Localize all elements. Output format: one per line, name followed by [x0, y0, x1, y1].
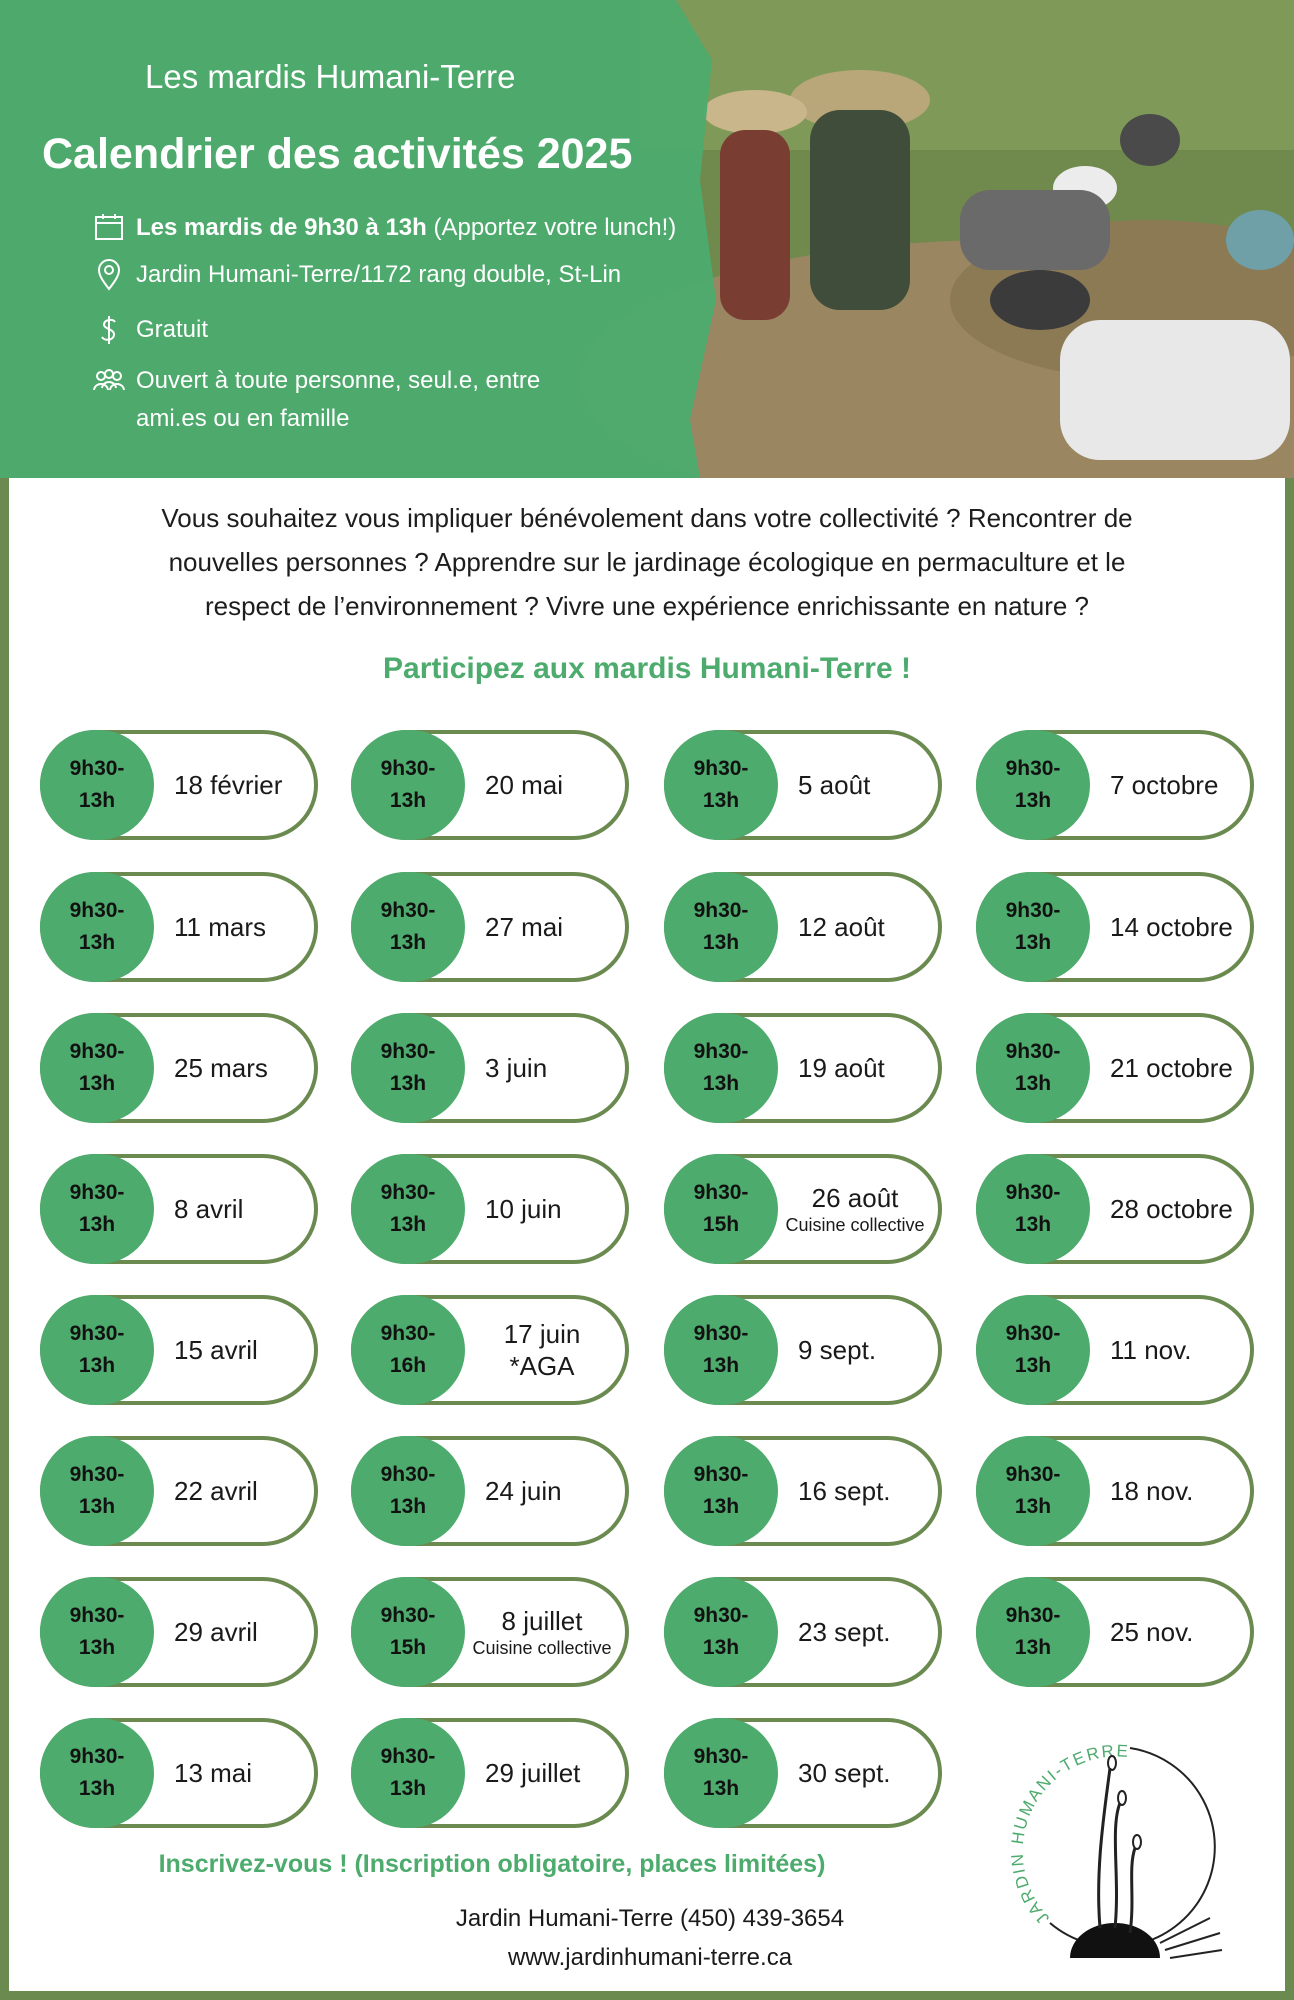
session-time-end: 13h — [702, 1354, 740, 1377]
session-time-start: 9h30- — [69, 1463, 125, 1486]
intro-line-2: nouvelles personnes ? Apprendre sur le jardinage écologique en permaculture et le — [168, 547, 1126, 577]
session-time-start: 9h30- — [693, 1040, 749, 1063]
session-date-block — [465, 1158, 619, 1260]
session-time — [664, 872, 778, 982]
session-time-end: 13h — [389, 1777, 427, 1800]
session-time-start: 9h30- — [380, 1322, 436, 1345]
session-time — [40, 1436, 154, 1546]
session-time — [976, 1436, 1090, 1546]
session-time-end: 13h — [702, 1777, 740, 1800]
session-date-block — [465, 876, 619, 978]
session-time-start: 9h30- — [69, 1604, 125, 1627]
session-time — [351, 1295, 465, 1405]
call-to-action-heading: Participez aux mardis Humani-Terre ! — [383, 652, 911, 685]
session-time-start: 9h30- — [1005, 757, 1061, 780]
session-pill — [664, 872, 942, 982]
session-time-end: 13h — [1014, 931, 1052, 954]
session-time-end: 13h — [78, 1072, 116, 1095]
session-date: 30 sept. — [798, 1758, 891, 1788]
session-pill — [664, 1013, 942, 1123]
schedule-text: Les mardis de 9h30 à 13h — [136, 214, 427, 241]
session-time-end: 13h — [78, 1495, 116, 1518]
session-time-start: 9h30- — [693, 1604, 749, 1627]
session-date: 19 août — [798, 1053, 885, 1083]
session-date: 3 juin — [485, 1053, 548, 1083]
session-date-block — [778, 1722, 932, 1824]
session-date: 18 février — [174, 770, 283, 800]
session-time-start: 9h30- — [693, 1322, 749, 1345]
session-date-block — [1090, 876, 1244, 978]
session-time — [351, 730, 465, 840]
session-pill — [976, 730, 1254, 840]
session-date-block — [1090, 734, 1244, 836]
session-time — [664, 730, 778, 840]
session-date-block — [465, 1722, 619, 1824]
session-time-end: 13h — [702, 1072, 740, 1095]
session-pill — [40, 1436, 318, 1546]
people-icon — [92, 364, 126, 398]
audience-row — [92, 362, 540, 438]
session-time — [976, 1154, 1090, 1264]
session-time — [351, 1013, 465, 1123]
session-time-end: 15h — [389, 1636, 427, 1659]
session-pill — [976, 1013, 1254, 1123]
session-time-start: 9h30- — [1005, 899, 1061, 922]
session-pill — [40, 1295, 318, 1405]
intro-paragraph — [60, 496, 1234, 628]
session-date: 17 juin — [503, 1319, 581, 1349]
session-time-end: 13h — [78, 1354, 116, 1377]
session-time — [664, 1013, 778, 1123]
session-time-end: 13h — [1014, 1072, 1052, 1095]
session-time-start: 9h30- — [1005, 1463, 1061, 1486]
session-date-block — [778, 1440, 932, 1542]
header-subtitle: Les mardis Humani-Terre — [145, 58, 516, 95]
price-text: Gratuit — [136, 316, 209, 343]
session-time-start: 9h30- — [69, 1322, 125, 1345]
session-time-end: 13h — [389, 1213, 427, 1236]
session-pill — [976, 872, 1254, 982]
session-date: 22 avril — [174, 1476, 258, 1506]
session-time-start: 9h30- — [1005, 1181, 1061, 1204]
session-time-start: 9h30- — [69, 1745, 125, 1768]
session-date-block — [154, 1017, 308, 1119]
session-pill — [351, 1154, 629, 1264]
session-pill — [40, 1718, 318, 1828]
session-time — [351, 1436, 465, 1546]
session-date-block — [154, 734, 308, 836]
calendar-icon — [92, 211, 126, 245]
session-date: 15 avril — [174, 1335, 258, 1365]
session-date-block — [778, 1158, 932, 1260]
session-time — [351, 872, 465, 982]
session-time — [40, 872, 154, 982]
session-time-start: 9h30- — [69, 1181, 125, 1204]
session-date: 8 juillet — [501, 1606, 583, 1636]
session-date: 20 mai — [485, 770, 564, 800]
session-date: 7 octobre — [1110, 770, 1219, 800]
location-text: Jardin Humani-Terre/1172 rang double, St-Lin — [136, 261, 622, 288]
session-time-end: 13h — [1014, 1213, 1052, 1236]
session-pill — [976, 1154, 1254, 1264]
session-date: 18 nov. — [1110, 1476, 1194, 1506]
session-date: 13 mai — [174, 1758, 253, 1788]
location-pin-icon — [92, 258, 126, 292]
session-date-block — [154, 876, 308, 978]
session-time-end: 13h — [1014, 1636, 1052, 1659]
session-pill — [664, 1154, 942, 1264]
session-time-end: 13h — [389, 931, 427, 954]
session-date: 8 avril — [174, 1194, 244, 1224]
session-date-block — [154, 1440, 308, 1542]
session-pill — [351, 1013, 629, 1123]
session-date-block — [778, 1581, 932, 1683]
session-date: 26 août — [811, 1183, 899, 1213]
session-time — [351, 1154, 465, 1264]
session-date-block — [778, 734, 932, 836]
session-date: 14 octobre — [1110, 912, 1233, 942]
jardin-logo — [1010, 1718, 1260, 1978]
session-time-start: 9h30- — [69, 1040, 125, 1063]
session-time-end: 13h — [702, 789, 740, 812]
session-time-start: 9h30- — [693, 899, 749, 922]
session-date-block — [1090, 1299, 1244, 1401]
session-time-start: 9h30- — [380, 1181, 436, 1204]
session-date: 23 sept. — [798, 1617, 891, 1647]
session-time — [351, 1577, 465, 1687]
session-time — [976, 1013, 1090, 1123]
session-time — [40, 1577, 154, 1687]
registration-text: Inscrivez-vous ! (Inscription obligatoire, places limitées) — [158, 1850, 826, 1878]
session-time — [40, 730, 154, 840]
session-pill — [664, 1295, 942, 1405]
session-time-start: 9h30- — [380, 1040, 436, 1063]
dollar-icon — [92, 313, 126, 347]
session-note: *AGA — [509, 1351, 575, 1381]
session-date-block — [1090, 1017, 1244, 1119]
session-time-start: 9h30- — [69, 899, 125, 922]
session-pill — [351, 1295, 629, 1405]
session-time — [40, 1013, 154, 1123]
session-date: 16 sept. — [798, 1476, 891, 1506]
session-date-block — [1090, 1440, 1244, 1542]
session-date-block — [465, 1581, 619, 1683]
session-date: 12 août — [798, 912, 885, 942]
session-date: 28 octobre — [1110, 1194, 1233, 1224]
session-time-end: 13h — [1014, 1354, 1052, 1377]
session-date: 10 juin — [485, 1194, 562, 1224]
session-time-end: 13h — [389, 1072, 427, 1095]
session-time-end: 13h — [78, 931, 116, 954]
session-time-end: 13h — [702, 1636, 740, 1659]
session-note: Cuisine collective — [472, 1638, 612, 1658]
session-date: 11 nov. — [1110, 1335, 1192, 1365]
session-time-end: 15h — [702, 1213, 740, 1236]
session-time-start: 9h30- — [693, 1745, 749, 1768]
session-pill — [976, 1295, 1254, 1405]
intro-line-1: Vous souhaitez vous impliquer bénévolement dans votre collectivité ? Rencontrer de — [161, 503, 1133, 533]
location-row — [92, 256, 621, 294]
session-date-block — [1090, 1158, 1244, 1260]
header-banner — [0, 0, 1294, 478]
session-pill — [351, 1436, 629, 1546]
session-pill — [40, 730, 318, 840]
session-time — [351, 1718, 465, 1828]
session-time — [664, 1577, 778, 1687]
schedule-note: (Apportez votre lunch!) — [426, 214, 677, 241]
session-time-end: 13h — [389, 1495, 427, 1518]
session-pill — [351, 1718, 629, 1828]
session-time — [664, 1154, 778, 1264]
session-date: 25 mars — [174, 1053, 268, 1083]
intro-line-3: respect de l’environnement ? Vivre une expérience enrichissante en nature ? — [204, 591, 1090, 621]
session-time-end: 16h — [389, 1354, 427, 1377]
session-pill — [664, 1718, 942, 1828]
session-pill — [351, 1577, 629, 1687]
session-time — [40, 1718, 154, 1828]
session-pill — [40, 1577, 318, 1687]
contact-phone: Jardin Humani-Terre (450) 439-3654 — [455, 1905, 845, 1932]
session-time-end: 13h — [1014, 1495, 1052, 1518]
session-time-end: 13h — [702, 931, 740, 954]
session-time-start: 9h30- — [380, 899, 436, 922]
session-time — [976, 1577, 1090, 1687]
session-time-start: 9h30- — [1005, 1040, 1061, 1063]
session-date: 25 nov. — [1110, 1617, 1194, 1647]
session-pill — [664, 730, 942, 840]
logo-text: JARDI UMANI-TERRE — [1010, 1741, 1131, 1929]
schedule-row — [92, 209, 676, 247]
price-row — [92, 311, 208, 349]
session-date: 21 octobre — [1110, 1053, 1233, 1083]
session-date: 9 sept. — [798, 1335, 877, 1365]
session-date: 29 avril — [174, 1617, 258, 1647]
session-time-end: 13h — [78, 1777, 116, 1800]
session-pill — [664, 1577, 942, 1687]
session-time-start: 9h30- — [1005, 1322, 1061, 1345]
session-date-block — [1090, 1581, 1244, 1683]
session-time — [664, 1295, 778, 1405]
session-time-start: 9h30- — [693, 1463, 749, 1486]
session-pill — [40, 1154, 318, 1264]
session-time-end: 13h — [78, 789, 116, 812]
session-date-block — [154, 1722, 308, 1824]
session-time — [976, 730, 1090, 840]
session-date: 11 mars — [174, 912, 266, 942]
session-date: 27 mai — [485, 912, 564, 942]
session-time — [664, 1718, 778, 1828]
session-pill — [976, 1436, 1254, 1546]
session-time — [40, 1154, 154, 1264]
session-date-block — [465, 1017, 619, 1119]
session-time-end: 13h — [702, 1495, 740, 1518]
session-time-start: 9h30- — [693, 1181, 749, 1204]
session-date-block — [154, 1158, 308, 1260]
session-note: Cuisine collective — [785, 1215, 925, 1235]
session-date-block — [465, 1299, 619, 1401]
session-date: 5 août — [798, 770, 871, 800]
audience-line-1: Ouvert à toute personne, seul.e, entre — [136, 367, 541, 394]
session-date-block — [778, 1299, 932, 1401]
session-time-end: 13h — [1014, 789, 1052, 812]
session-time-start: 9h30- — [1005, 1604, 1061, 1627]
session-time-start: 9h30- — [380, 1604, 436, 1627]
session-date-block — [154, 1581, 308, 1683]
session-time-start: 9h30- — [693, 757, 749, 780]
session-date-block — [154, 1299, 308, 1401]
session-time-start: 9h30- — [380, 1463, 436, 1486]
session-pill — [40, 1013, 318, 1123]
session-pill — [40, 872, 318, 982]
session-time — [40, 1295, 154, 1405]
session-time-start: 9h30- — [380, 1745, 436, 1768]
session-time — [976, 1295, 1090, 1405]
session-date: 29 juillet — [485, 1758, 581, 1788]
session-date-block — [465, 734, 619, 836]
session-time-start: 9h30- — [69, 757, 125, 780]
session-date-block — [465, 1440, 619, 1542]
session-date-block — [778, 1017, 932, 1119]
session-date-block — [778, 876, 932, 978]
session-pill — [976, 1577, 1254, 1687]
website-link[interactable]: www.jardinhumani-terre.ca — [507, 1944, 793, 1971]
session-time-end: 13h — [78, 1636, 116, 1659]
session-time — [664, 1436, 778, 1546]
session-pill — [351, 730, 629, 840]
session-time-start: 9h30- — [380, 757, 436, 780]
session-date: 24 juin — [485, 1476, 562, 1506]
session-time-end: 13h — [78, 1213, 116, 1236]
session-time-end: 13h — [389, 789, 427, 812]
session-pill — [664, 1436, 942, 1546]
header-title: Calendrier des activités 2025 — [42, 130, 633, 178]
session-pill — [351, 872, 629, 982]
session-time — [976, 872, 1090, 982]
audience-line-2: ami.es ou en famille — [136, 405, 350, 432]
